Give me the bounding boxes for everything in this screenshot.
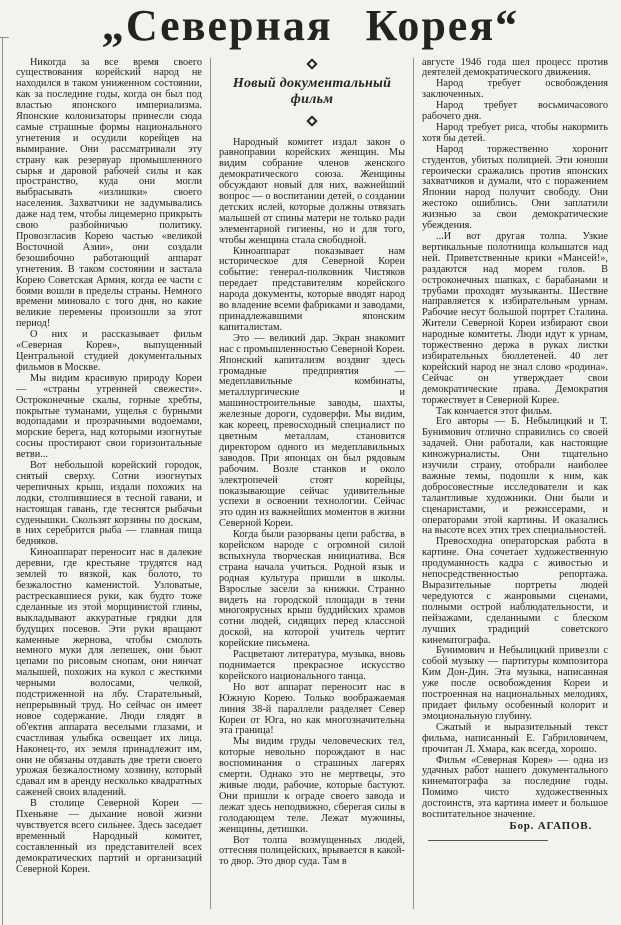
section-heading: Новый документальный фильм <box>232 75 392 108</box>
paragraph: Народ торжественно хоронит студентов, убитых полицией. Эти юноши героически сражались против японских захватчиков и думали, что с поражением Японии народ получит свободу. Они жестоко ошиблись. Они заплатили жизнью за свои демократические убеждения. <box>422 143 608 232</box>
paragraph: Мы видим красивую природу Кореи — «страны утренней свежести». Остроконечные скалы, горные хребты, покрытые туманами, ущелья с бурными водопадами и прозрачными водоемами, морские берега, над которыми изогнутые сосны простирают свои горизонтальные ветви... <box>16 372 202 461</box>
paragraph: ...И вот другая толпа. Узкие вертикальные полотнища колышатся над ней. Приветственные крики «Мансей!», раздаются над морем голов. В остроконечных шапках, с барабанами и трубами проходят музыканты. Шествие направляется к избирательным урнам. Рабочие несут большой портрет Сталина. Жители Северной Кореи избирают свои народные комитеты. Люди идут к урнам, торжественно держа в руках листки избирательных бюллетеней. 40 лет корейский народ не знал слово «родина». Сейчас он утверждает свои демократические права. Демократия торжествует в Северной Корее. <box>422 231 608 406</box>
paragraph: Когда были разорваны цепи рабства, в корейском народе с огромной силой вспыхнула творческая инициатива. Вся страна начала учиться. Родной язык и родная культура пришли в школы. Взрослые засели за книжки. Странно видеть на городской площади в тени многоярусных крыш буддийских храмов сотни людей, сидящих перед классной доской, на которой учитель чертит корейские письмена. <box>219 529 405 650</box>
column-3 <box>413 58 616 909</box>
paragraph: Киноаппарат показывает нам историческое для Северной Кореи событие: генерал-полковник Чистяков передает представителям корейского народа документы, которые вводят народ во владение всеми фабриками и заводами, принадлежавшими японским капиталистам. <box>219 245 405 333</box>
column-1 <box>8 58 210 909</box>
column-2 <box>210 58 413 909</box>
paragraph: августе 1946 года шел процесс против деятелей демократического движения. <box>422 57 608 79</box>
section-divider <box>219 117 405 128</box>
article-columns <box>0 50 621 909</box>
article-title: „Северная Корея“ <box>101 1 520 50</box>
paragraph: Фильм «Северная Корея» — одна из удачных работ нашего документального кинематографа за последние годы. Помимо чисто художественных достоинств, эта картина имеет и большое воспитательное значение. <box>422 754 608 821</box>
paragraph: Но вот аппарат переносит нас в Южную Корею. Только воображаемая линия 38-й параллели разделяет Север Кореи от Юга, но как многозначительна эта граница! <box>219 681 405 737</box>
paragraph: Бунимович и Небылицкий привезли с собой музыку — партитуры композитора Ким Дон-Дин. Эта музыка, написанная уже после освобождения Кореи и построенная на национальных мелодиях, придает фильму особенный колорит и эмоциональную глубину. <box>422 645 608 722</box>
diamond-ornament-icon <box>306 115 317 126</box>
paragraph: Мы видим груды человеческих тел, которые невольно порождают в нас воспоминания о страшных лагерях смерти. Однако это не мертвецы, это живые люди, рабочие, которые бастуют. Они пришли к ограде своего завода и лежат здесь неподвижно, сберегая силы в голодающем теле. Лежат мужчины, женщины, детишки. <box>219 736 405 835</box>
paragraph: Народ требует риса, чтобы накормить хотя бы детей. <box>422 121 608 144</box>
paragraph: Киноаппарат переносит нас в далекие деревни, где крестьяне трудятся над землей то вязкой, как болото, то безжалостно каменистой. Узловатые, растрескавшиеся руки, как будто тоже сделанные из этой морщинистой глины, выкладывают аккуратные грядки для будущих посевов. Эти руки вращают каменные жернова, чтобы смолоть немного муки для лепешек, они бьют цепами по рисовым снопам, они нянчат малышей, похожих на кукол с жесткими черными волосами, челкой, подстриженной на лбу. Старательный, непрерывный труд. Но сейчас он имеет новое содержание. Люди глядят в об'ектив аппарата веселыми глазами, и счастливая улыбка освещает их лица. Наконец-то, их земля принадлежит им, они не обязаны отдавать две трети своего урожая безжалостному хозяину, который сдавал им в аренду несколько квадратных саженей своих владений. <box>16 547 202 799</box>
paragraph: Это — великий дар. Экран знакомит нас с промышленностью Северной Кореи. Японский капитализм воздвиг здесь громадные предприятия — медеплавильные комбинаты, металлургические и машиностроительные заводы, шахты, железные дороги, судоверфи. Мы видим, как кореец, превосходный специалист по цветным металлам, становится директором одного из медеплавильных заводов. При японцах он был рядовым рабочим. Возле станков и около электропечей стоят корейцы, показывающие сейчас удивительные успехи в освоении технологии. Сейчас это один из важнейших моментов в жизни Северной Кореи. <box>219 332 405 530</box>
paragraph: Так кончается этот фильм. <box>436 405 553 417</box>
paragraph: Народ требует освобождения заключенных. <box>422 78 608 101</box>
paragraph: Народный комитет издал закон о равноправии корейских женщин. Мы видим собрание членов женского демократического союза. Женщины обсуждают новый для них, важнейший вопрос — о воспитании детей, о создании детских яслей, которые должны отвязать малышей от спины матери не только ради элементарной гигиены, но и для того, чтобы женщина стала свободной. <box>219 136 405 246</box>
paragraph: Расцветают литература, музыка, вновь поднимается прекрасное искусство корейского национального танца. <box>219 649 405 682</box>
paragraph: Сжатый и выразительный текст фильма, написанный Е. Габриловичем, прочитан Л. Хмара, как всегда, хорошо. <box>422 721 608 755</box>
left-column-rule <box>2 38 3 925</box>
paragraph: Никогда за все время своего существования корейский народ не находился в таком униженном состоянии, как за последние годы, когда он был под властью японского империализма. Японские колонизаторы принесли сюда самые страшные формы национального угнетения и осудили корейцев на вымирание. Они рассматривали эту страну как резервуар промышленного сырья и даровой рабочей силы и как пространство, куда они могли выбрасывать «излишки» своего населения. Захватчики не задумывались даже над тем, чтобы лицемерно прикрыть свою разбойничью политику. Провозгласив Корею частью «великой Восточной Азии», они создали безошибочно работающий аппарат угнетения. В таком состоянии и застала Корею Советская Армия, когда ее части с боями вошли в пределы страны. Немного времени миновало с того дня, но какие великие перемены произошли за этот период! <box>16 57 202 330</box>
paragraph: О них и рассказывает фильм «Северная Корея», выпущенный Центральной студией документальных фильмов в Москве. <box>16 329 202 373</box>
paragraph: Вот небольшой корейский городок, снятый сверху. Сотни изогнутых черепичных крыш, издали похожих на лодки, столпившиеся в тесной гавани, и настоящая гавань, где теснятся рыбачьи суденышки. Скользят корзины по доскам, в них серебрится рыба — главная пища бедняков. <box>16 460 202 548</box>
end-rule <box>428 840 548 841</box>
paragraph: Его авторы — Б. Небылицкий и Т. Бунимович отлично справились со своей задачей. Они работали, как настоящие киножурналисты. Они тщательно изучили страну, отобрали наиболее важные темы, подошли к ним, как добросовестные исследователи и как талантливые художники. Они были и сценаристами, и режиссерами, и операторами этой картины. И оказались на высоте всех этих трех специальностей. <box>422 416 608 537</box>
diamond-ornament-icon <box>306 58 317 69</box>
paragraph: Народ требует восьмичасового рабочего дня. <box>422 100 608 123</box>
paragraph: Вот толпа возмущенных людей, оттесняя полицейских, врывается в какой-то двор. Это двор суда. Там в <box>219 834 405 868</box>
byline: Бор. АГАПОВ. <box>509 819 592 832</box>
paragraph: Превосходна операторская работа в картине. Она сочетает художественную продуманность кадра с живостью и непосредственностью репортажа. Выразительные портреты людей чередуются с жанровыми сценами, полными острой наблюдательности, и пейзажами, сделанными с блеском лучших традиций советского кинематографа. <box>422 536 608 646</box>
paragraph: В столице Северной Кореи — Пхеньяне — дыхание новой жизни чувствуется всего сильнее. Здесь заседает временный Народный комитет, составленный из представителей всех демократических партий и организаций Северной Кореи. <box>16 798 202 875</box>
section-divider <box>219 60 405 71</box>
